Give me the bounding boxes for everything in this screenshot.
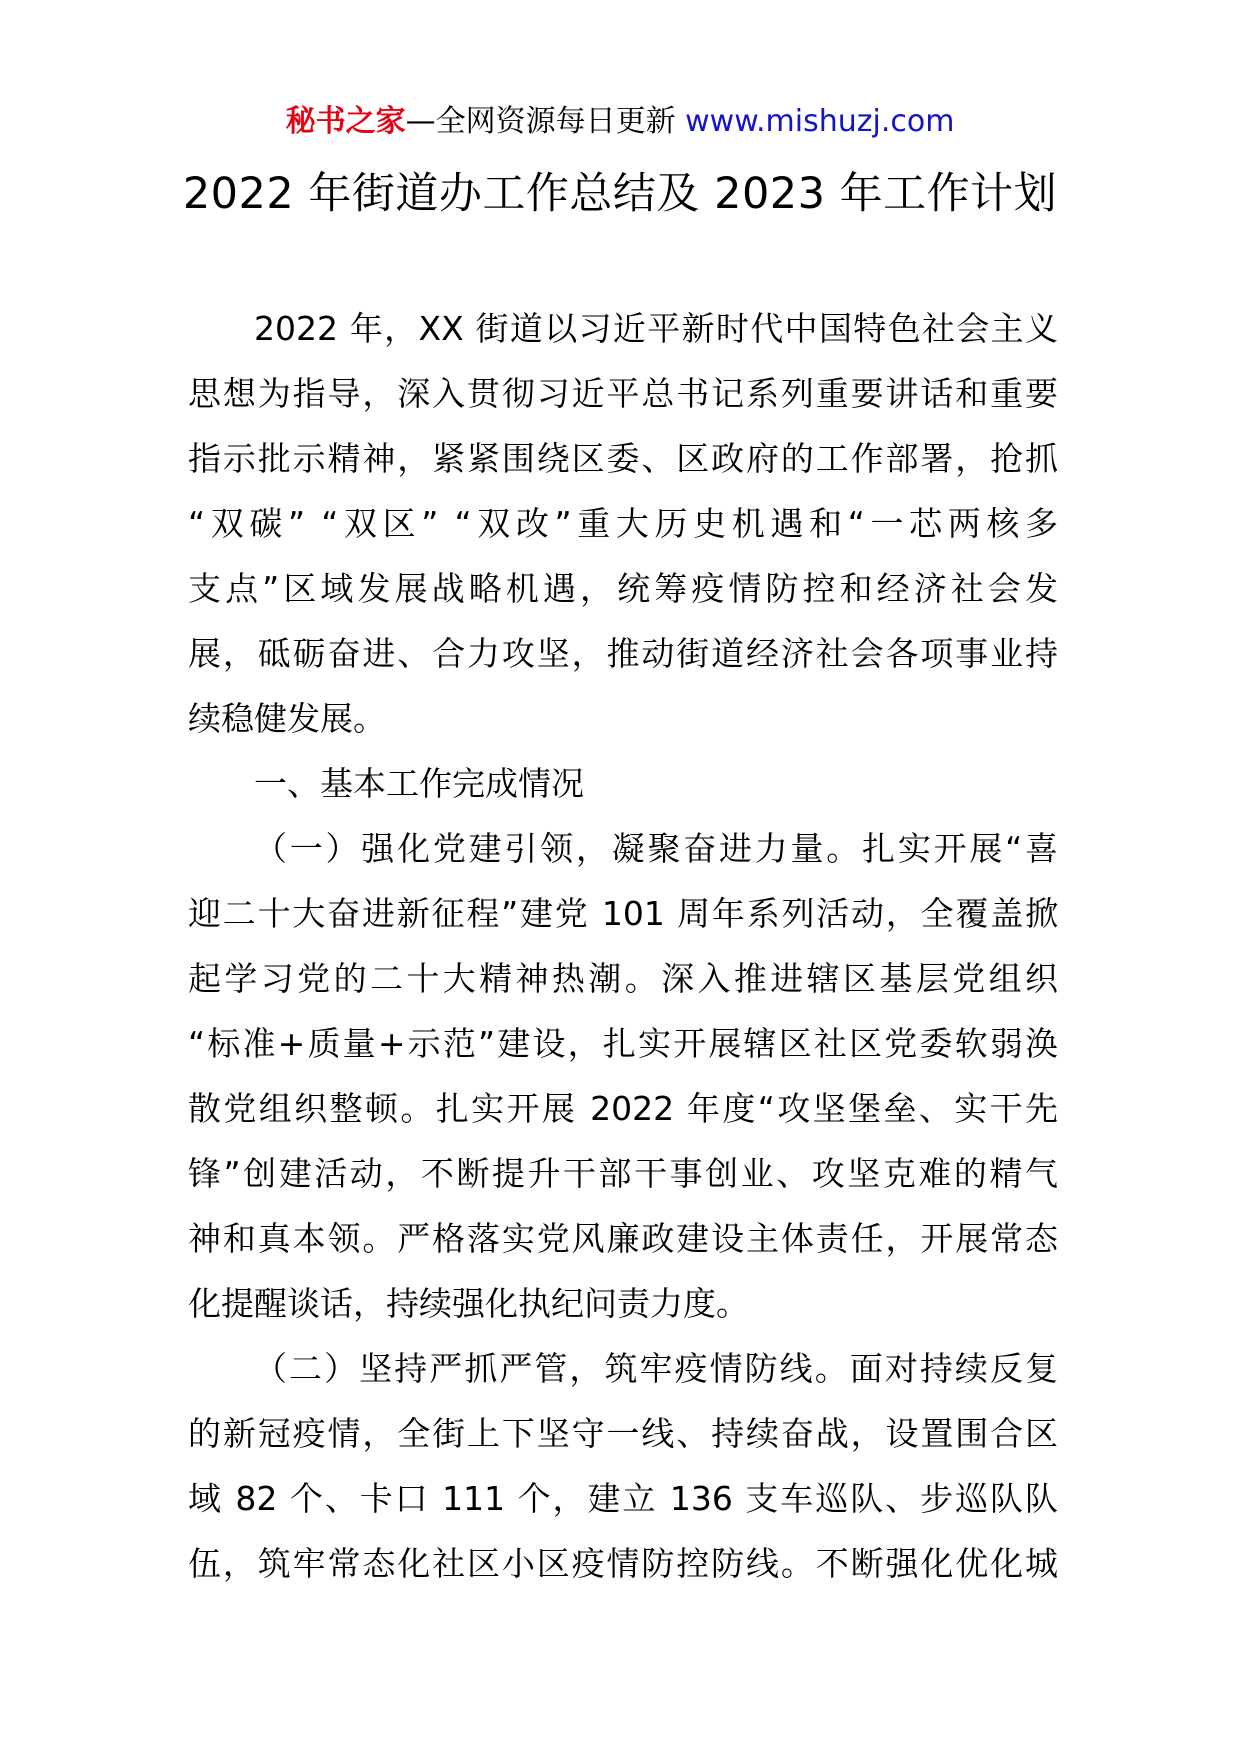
text-line: 续稳健发展。 xyxy=(188,699,386,738)
text-line: 域 82 个、卡口 111 个，建立 136 支车巡队、步巡队队 xyxy=(188,1479,1058,1518)
text-line: 神和真本领。严格落实党风廉政建设主体责任，开展常态 xyxy=(188,1219,1058,1258)
text-line: 指示批示精神，紧紧围绕区委、区政府的工作部署，抢抓 xyxy=(188,439,1058,478)
text-line: 的新冠疫情，全街上下坚守一线、持续奋战，设置围合区 xyxy=(188,1414,1058,1453)
text-line: 起学习党的二十大精神热潮。深入推进辖区基层党组织 xyxy=(188,959,1058,998)
site-header xyxy=(0,102,1240,142)
text-line: 2022 年，XX 街道以习近平新时代中国特色社会主义 xyxy=(254,309,1058,348)
text-line: “双碳” “双区” “双改”重大历史机遇和“一芯两核多 xyxy=(188,504,1058,543)
site-brand: 秘书之家 xyxy=(285,104,406,139)
text-line: 支点”区域发展战略机遇，统筹疫情防控和经济社会发 xyxy=(188,569,1058,608)
text-line: “标准+质量+示范”建设，扎实开展辖区社区党委软弱涣 xyxy=(188,1024,1058,1063)
section-heading: 一、基本工作完成情况 xyxy=(254,764,584,803)
text-line: 思想为指导，深入贯彻习近平总书记系列重要讲话和重要 xyxy=(188,374,1058,413)
site-url-link[interactable]: www.mishuzj.com xyxy=(685,104,955,139)
text-line: （二）坚持严抓严管，筑牢疫情防线。面对持续反复 xyxy=(254,1349,1058,1388)
text-line: （一）强化党建引领，凝聚奋进力量。扎实开展“喜 xyxy=(254,829,1058,868)
site-tagline: —全网资源每日更新 xyxy=(405,104,686,139)
text-line: 展，砥砺奋进、合力攻坚，推动街道经济社会各项事业持 xyxy=(188,634,1058,673)
document-body xyxy=(188,296,1058,1596)
document-title: 2022 年街道办工作总结及 2023 年工作计划 xyxy=(182,169,1058,219)
text-line: 散党组织整顿。扎实开展 2022 年度“攻坚堡垒、实干先 xyxy=(188,1089,1058,1128)
text-line: 化提醒谈话，持续强化执纪问责力度。 xyxy=(188,1284,749,1323)
text-line: 伍，筑牢常态化社区小区疫情防控防线。不断强化优化城 xyxy=(188,1544,1058,1583)
text-line: 锋”创建活动，不断提升干部干事创业、攻坚克难的精气 xyxy=(188,1154,1058,1193)
text-line: 迎二十大奋进新征程”建党 101 周年系列活动，全覆盖掀 xyxy=(188,894,1058,933)
